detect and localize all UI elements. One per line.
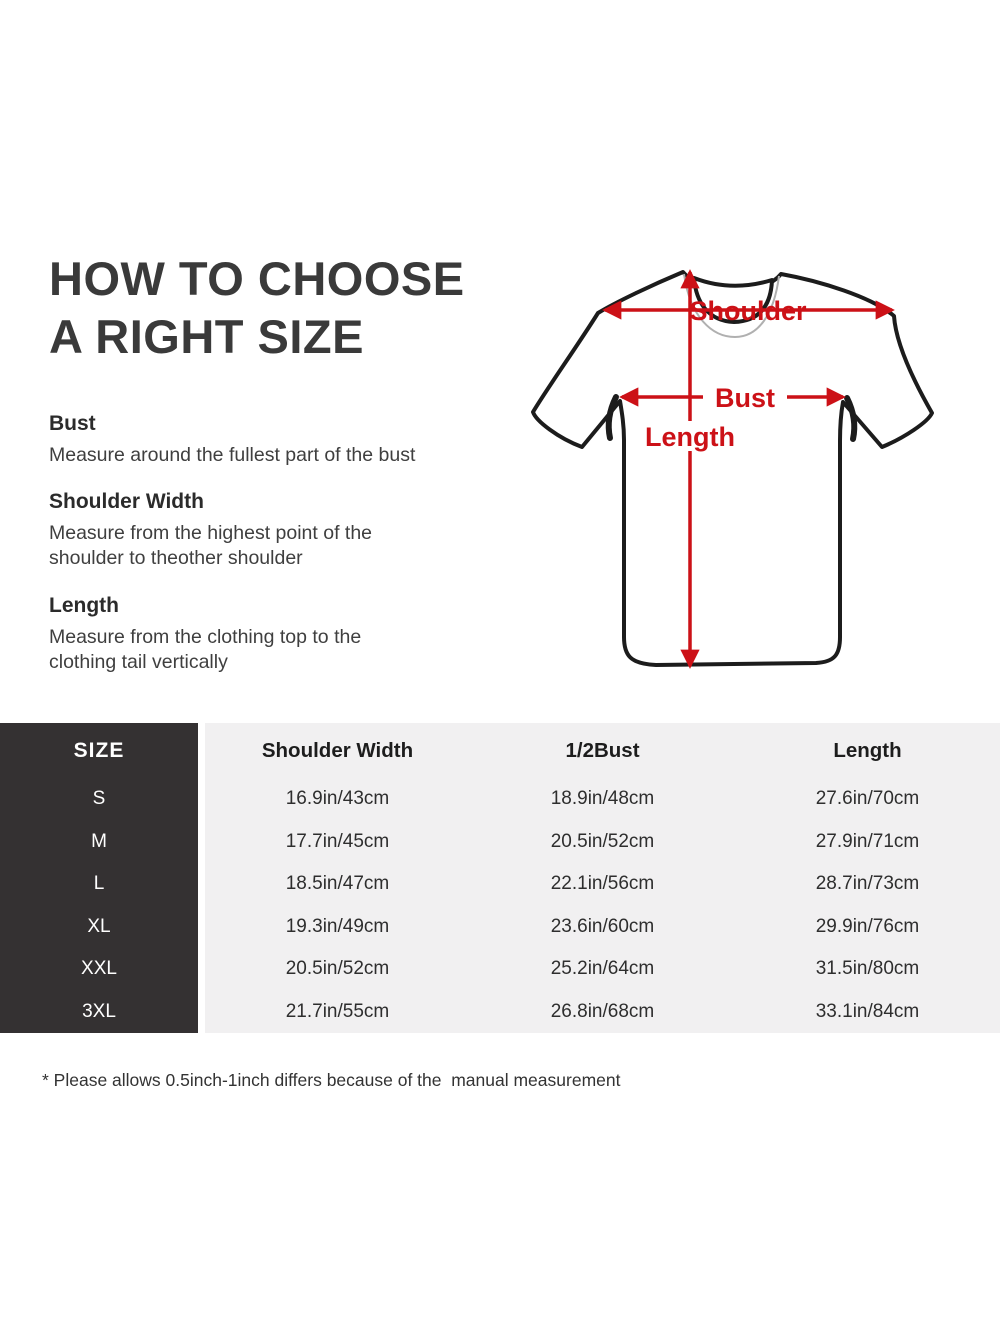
size-label-s: S: [92, 788, 106, 810]
table-cell-xl-length: 29.9in/76cm: [815, 915, 920, 937]
size-label-3xl: 3XL: [82, 1000, 116, 1022]
shoulder-width-heading: Shoulder Width: [49, 489, 204, 513]
length-description-line1: Measure from the clothing top to the: [49, 625, 362, 648]
size-column-header: SIZE: [73, 738, 125, 762]
table-cell-xl-bust: 23.6in/60cm: [550, 915, 655, 937]
bust-arrow-label: Bust: [715, 383, 775, 413]
column-header-shoulder-width: Shoulder Width: [261, 738, 414, 762]
tshirt-measurement-diagram: [520, 245, 960, 695]
table-cell-m-length: 27.9in/71cm: [815, 830, 920, 852]
size-column: [0, 723, 198, 1033]
table-cell-xl-shoulder: 19.3in/49cm: [285, 915, 390, 937]
table-cell-xxl-length: 31.5in/80cm: [815, 958, 920, 980]
table-cell-l-bust: 22.1in/56cm: [550, 873, 655, 895]
table-cell-xxl-shoulder: 20.5in/52cm: [285, 958, 390, 980]
table-cell-m-bust: 20.5in/52cm: [550, 830, 655, 852]
table-cell-m-shoulder: 17.7in/45cm: [285, 830, 390, 852]
length-heading: Length: [49, 593, 119, 617]
shoulder-width-description-line1: Measure from the highest point of the: [49, 521, 373, 544]
bust-heading: Bust: [49, 411, 96, 435]
size-chart-table: [0, 723, 1000, 1033]
table-cell-s-length: 27.6in/70cm: [815, 788, 920, 810]
measurements-grid: [205, 723, 1000, 1033]
shoulder-arrow-label: Shoulder: [689, 296, 807, 326]
bust-instruction: [49, 412, 499, 468]
column-header-half-bust: 1/2Bust: [565, 738, 640, 762]
table-cell-xxl-bust: 25.2in/64cm: [550, 958, 655, 980]
size-label-xl: XL: [87, 915, 111, 937]
page-title-line1: HOW TO CHOOSE: [49, 252, 465, 305]
table-cell-l-shoulder: 18.5in/47cm: [285, 873, 390, 895]
table-cell-l-length: 28.7in/73cm: [815, 873, 920, 895]
shoulder-width-description-line2: shoulder to theother shoulder: [49, 547, 303, 570]
table-cell-3xl-length: 33.1in/84cm: [815, 1000, 920, 1022]
size-label-xxl: XXL: [81, 958, 117, 980]
bust-description: Measure around the fullest part of the bust: [49, 443, 416, 466]
length-instruction: [49, 594, 499, 676]
page-title-line2: A RIGHT SIZE: [49, 309, 364, 363]
how-to-choose-section: [49, 250, 499, 697]
tshirt-outline-icon: [533, 272, 932, 665]
table-cell-s-shoulder: 16.9in/43cm: [285, 788, 390, 810]
length-arrow-label: Length: [645, 422, 735, 452]
measurement-disclaimer: * Please allows 0.5inch-1inch differs because of the manual measurement: [42, 1070, 621, 1090]
table-cell-3xl-shoulder: 21.7in/55cm: [285, 1000, 390, 1022]
size-label-l: L: [93, 873, 105, 895]
table-cell-s-bust: 18.9in/48cm: [550, 788, 655, 810]
page-title: [49, 250, 499, 366]
column-header-length: Length: [833, 738, 902, 762]
length-description-line2: clothing tail vertically: [49, 650, 228, 673]
size-label-m: M: [91, 830, 107, 852]
table-cell-3xl-bust: 26.8in/68cm: [550, 1000, 655, 1022]
shoulder-width-instruction: [49, 490, 499, 572]
tshirt-diagram-svg: [520, 245, 960, 695]
